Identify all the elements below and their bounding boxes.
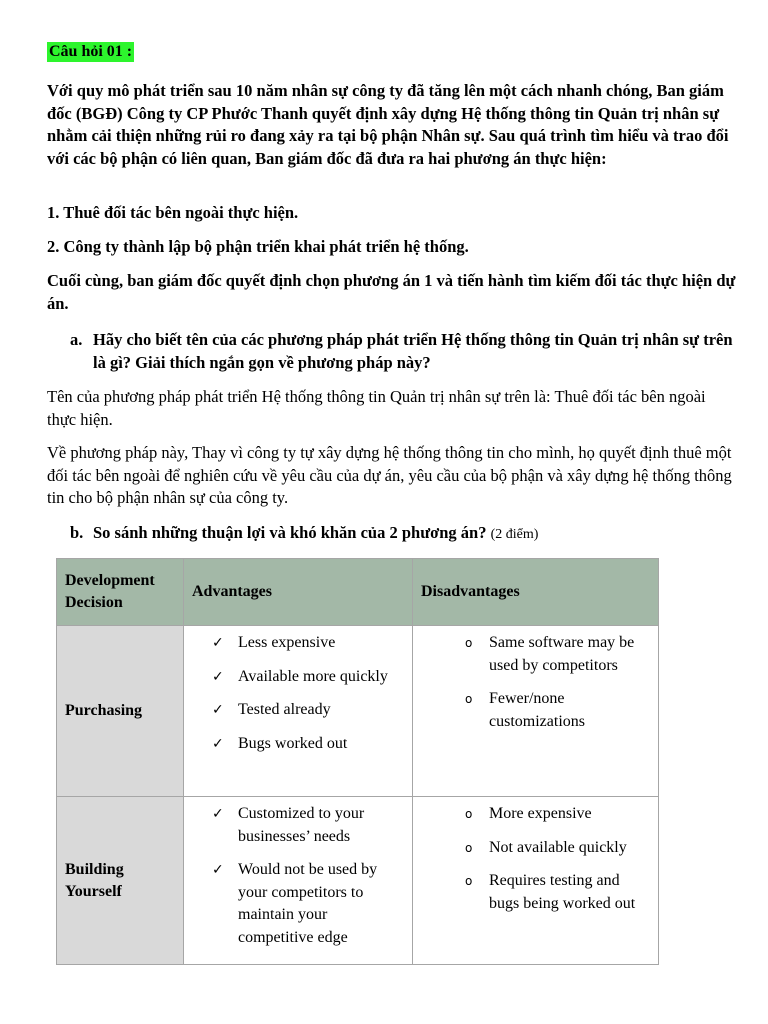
disadvantages-cell — [413, 626, 659, 797]
intro-paragraph: Với quy mô phát triển sau 10 năm nhân sự công ty đã tăng lên một cách nhanh chóng, Ban giám đốc (BGĐ) Công ty CP Phước Thanh quyết định xây dựng Hệ thống thông tin Quản trị nhân sự nhằm cải thiện những rủi ro đang xảy ra tại bộ phận Nhân sự. Sau quá trình tìm hiểu và trao đổi với các bộ phận có liên quan, Ban giám đốc đã đưa ra hai phương án thực hiện: — [47, 81, 729, 168]
list-item: o Fewer/none customizations — [465, 690, 585, 730]
disadvantages-cell — [413, 797, 659, 965]
table-header-row — [57, 559, 659, 626]
check-icon: ✓ — [212, 806, 224, 822]
table-row — [57, 797, 659, 965]
comparison-table — [56, 558, 659, 965]
question-a-label: a. — [70, 330, 83, 349]
question-b — [93, 522, 733, 547]
list-item: o More expensive — [421, 803, 650, 826]
question-a-text: Hãy cho biết tên của các phương pháp phát triển Hệ thống thông tin Quản trị nhân sự trên là gì? Giải thích ngắn gọn về phương pháp này? — [93, 330, 733, 372]
list-item: ✓ Bugs worked out — [192, 733, 404, 756]
table-row — [57, 626, 659, 797]
list-item: ✓ Less expensive — [192, 632, 404, 655]
check-icon: ✓ — [212, 702, 224, 718]
header-disadvantages: Disadvantages — [413, 559, 659, 626]
list-item: o Requires testing and bugs being worked out — [465, 872, 636, 912]
advantages-cell — [184, 797, 413, 965]
header-advantages: Advantages — [184, 559, 413, 626]
option-1: 1. Thuê đối tác bên ngoài thực hiện. — [47, 203, 299, 222]
answer-a-paragraph-2: Về phương pháp này, Thay vì công ty tự xây dựng hệ thống thông tin cho mình, họ quyết định thuê một đối tác bên ngoài để nghiên cứu về yêu cầu của dự án, yêu cầu của bộ phận và xây dựng hệ thống thông tin cho bộ phận nhân sự của công ty. — [47, 443, 732, 507]
question-b-text: So sánh những thuận lợi và khó khăn của 2 phương án? — [93, 523, 487, 542]
list-item: ✓ Tested already — [192, 699, 404, 722]
answer-a-paragraph-1: Tên của phương pháp phát triển Hệ thống thông tin Quản trị nhân sự trên là: Thuê đối tác bên ngoài thực hiện. — [47, 387, 706, 429]
row-decision-purchasing: Purchasing — [57, 626, 184, 797]
question-b-points: (2 điểm) — [490, 527, 539, 542]
circle-bullet-icon: o — [465, 874, 473, 888]
check-icon: ✓ — [212, 635, 224, 651]
check-icon: ✓ — [212, 668, 224, 685]
circle-bullet-icon: o — [465, 692, 473, 706]
circle-bullet-icon: o — [465, 636, 473, 650]
conclusion-paragraph: Cuối cùng, ban giám đốc quyết định chọn phương án 1 và tiến hành tìm kiếm đối tác thực hiện dự án. — [47, 271, 736, 313]
list-item: ✓ Customized to your businesses’ needs — [212, 805, 365, 845]
check-icon: ✓ — [212, 735, 224, 752]
list-item: ✓ Would not be used by your competitors to maintain your competitive edge — [212, 861, 378, 946]
question-heading: Câu hỏi 01 : — [49, 43, 133, 60]
list-item: o Not available quickly — [421, 837, 650, 860]
list-item: o Same software may be used by competitors — [465, 634, 635, 674]
header-decision: Development Decision — [57, 559, 184, 626]
check-icon: ✓ — [212, 862, 224, 878]
row-decision-building: Building Yourself — [57, 797, 184, 965]
circle-bullet-icon: o — [465, 807, 473, 821]
advantages-cell — [184, 626, 413, 797]
circle-bullet-icon: o — [465, 840, 473, 855]
option-2: 2. Công ty thành lập bộ phận triển khai phát triển hệ thống. — [47, 237, 469, 256]
list-item: ✓ Available more quickly — [192, 666, 404, 689]
question-b-label: b. — [70, 523, 84, 542]
